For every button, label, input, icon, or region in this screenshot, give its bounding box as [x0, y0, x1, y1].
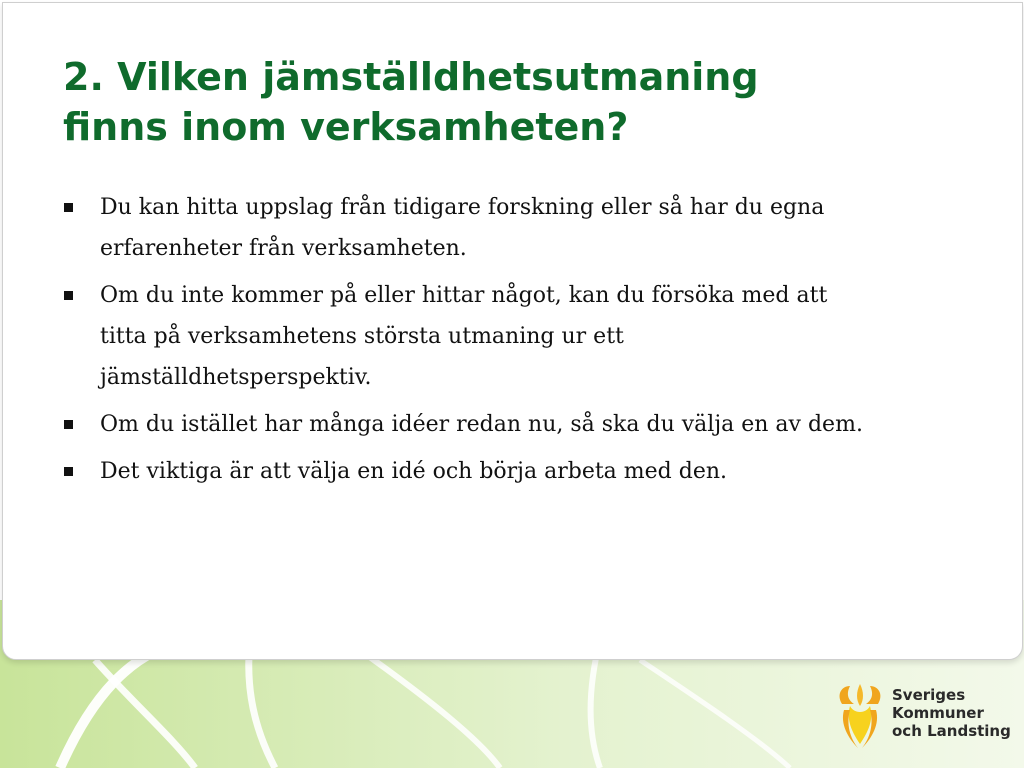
bullet-item: [64, 187, 964, 269]
bullet-line: erfarenheter från verksamheten.: [100, 236, 467, 261]
bullet-item: [64, 404, 964, 445]
square-bullet-icon: [64, 467, 73, 476]
bullet-line: jämställdhetsperspektiv.: [100, 365, 372, 390]
slide-title-line: 2. Vilken jämställdhetsutmaning: [63, 55, 759, 99]
logo-line: och Landsting: [892, 722, 1011, 740]
bullet-line: Det viktiga är att välja en idé och börja arbeta med den.: [100, 459, 728, 484]
bullet-line: Om du inte kommer på eller hittar något, kan du försöka med att: [100, 283, 828, 308]
bullet-item: [64, 275, 964, 398]
logo-wordmark: [892, 686, 1011, 740]
logo-line: Sveriges: [892, 686, 966, 704]
skl-logo: [832, 680, 1012, 752]
square-bullet-icon: [64, 420, 73, 429]
skl-flame-figure-icon: [832, 680, 888, 750]
logo-line: Kommuner: [892, 704, 984, 722]
bullet-line: Om du istället har många idéer redan nu, så ska du välja en av dem.: [100, 412, 863, 437]
slide-title: [63, 52, 963, 152]
bullet-line: Du kan hitta uppslag från tidigare forskning eller så har du egna: [100, 195, 825, 220]
slide-title-line: finns inom verksamheten?: [63, 105, 629, 149]
square-bullet-icon: [64, 203, 73, 212]
bullet-line: titta på verksamhetens största utmaning ur ett: [100, 324, 624, 349]
bullet-list: [64, 187, 964, 498]
square-bullet-icon: [64, 291, 73, 300]
bullet-item: [64, 451, 964, 492]
